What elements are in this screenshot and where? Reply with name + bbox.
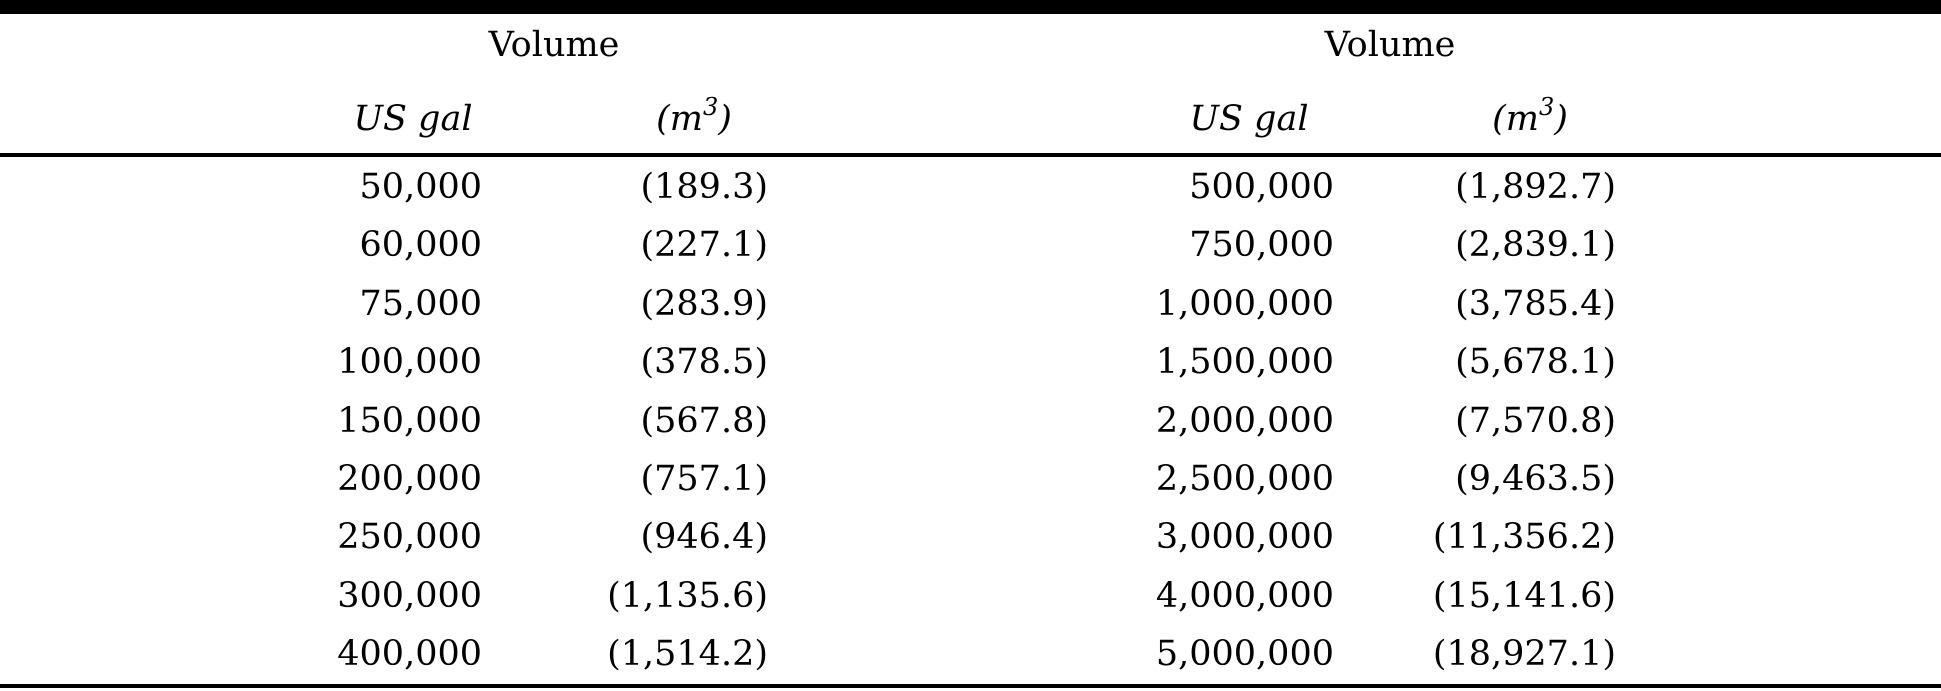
group-header-right: Volume — [1324, 25, 1456, 65]
unit-header-usgal-left: US gal — [353, 99, 473, 139]
left-m3-cell: (946.4) — [640, 517, 768, 557]
left-m3-cell: (1,514.2) — [607, 634, 768, 674]
header-rule — [0, 153, 1941, 157]
unit-header-m3-right: $(m^3)$ — [1492, 93, 1568, 139]
left-m3-cell: (283.9) — [640, 284, 768, 324]
left-usgal-cell: 400,000 — [337, 634, 482, 674]
right-usgal-cell: 1,500,000 — [1155, 342, 1334, 382]
right-usgal-cell: 4,000,000 — [1155, 576, 1334, 616]
right-usgal-cell: 2,500,000 — [1155, 459, 1334, 499]
group-header-left: Volume — [488, 25, 620, 65]
right-m3-cell: (3,785.4) — [1455, 284, 1616, 324]
right-usgal-cell: 500,000 — [1189, 167, 1334, 207]
right-m3-cell: (11,356.2) — [1432, 517, 1616, 557]
right-m3-cell: (2,839.1) — [1455, 225, 1616, 265]
left-usgal-cell: 300,000 — [337, 576, 482, 616]
left-m3-cell: (567.8) — [640, 401, 768, 441]
right-usgal-cell: 1,000,000 — [1155, 284, 1334, 324]
left-usgal-cell: 100,000 — [337, 342, 482, 382]
left-m3-cell: (757.1) — [640, 459, 768, 499]
left-usgal-cell: 75,000 — [359, 284, 482, 324]
left-m3-cell: (1,135.6) — [607, 576, 768, 616]
left-usgal-cell: 250,000 — [337, 517, 482, 557]
right-m3-cell: (18,927.1) — [1432, 634, 1616, 674]
left-usgal-cell: 50,000 — [359, 167, 482, 207]
top-rule — [0, 0, 1941, 14]
right-m3-cell: (1,892.7) — [1455, 167, 1616, 207]
left-usgal-cell: 150,000 — [337, 401, 482, 441]
right-m3-cell: (15,141.6) — [1432, 576, 1616, 616]
unit-header-usgal-right: US gal — [1189, 99, 1309, 139]
left-m3-cell: (227.1) — [640, 225, 768, 265]
right-usgal-cell: 2,000,000 — [1155, 401, 1334, 441]
left-m3-cell: (378.5) — [640, 342, 768, 382]
right-usgal-cell: 750,000 — [1189, 225, 1334, 265]
left-usgal-cell: 200,000 — [337, 459, 482, 499]
left-usgal-cell: 60,000 — [359, 225, 482, 265]
right-m3-cell: (5,678.1) — [1455, 342, 1616, 382]
right-usgal-cell: 5,000,000 — [1155, 634, 1334, 674]
bottom-rule — [0, 684, 1941, 688]
right-m3-cell: (9,463.5) — [1455, 459, 1616, 499]
right-m3-cell: (7,570.8) — [1455, 401, 1616, 441]
unit-header-m3-left: $(m^3)$ — [656, 93, 732, 139]
right-usgal-cell: 3,000,000 — [1155, 517, 1334, 557]
left-m3-cell: (189.3) — [640, 167, 768, 207]
